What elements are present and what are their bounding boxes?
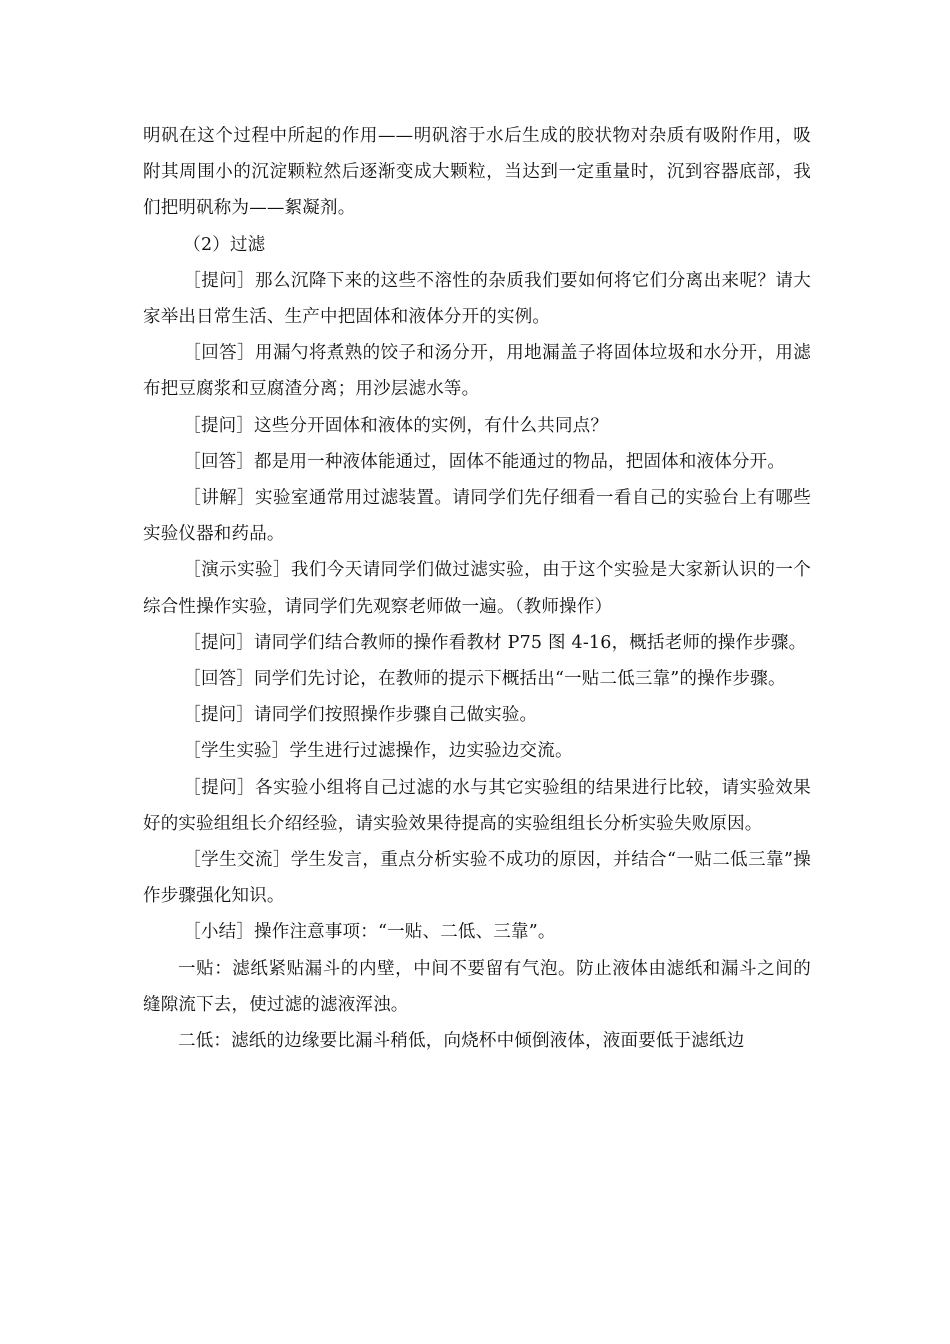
paragraph-question-separate: ［提问］那么沉降下来的这些不溶性的杂质我们要如何将它们分离出来呢？请大家举出日常生活、生产中把固体和液体分开的实例。 (143, 270, 811, 328)
paragraph-student-exchange: ［学生交流］学生发言，重点分析实验不成功的原因，并结合“一贴二低三靠”操作步骤强化知识。 (143, 850, 811, 907)
document-body (143, 118, 811, 1059)
paragraph-question-compare: ［提问］各实验小组将自己过滤的水与其它实验组的结果进行比较，请实验效果好的实验组组长介绍经验，请实验效果待提高的实验组组长分析实验失败原因。 (143, 777, 811, 834)
paragraph-question-steps: ［提问］请同学们结合教师的操作看教材 P75 图 4-16，概括老师的操作步骤。 (183, 632, 807, 653)
paragraph-answer-examples: ［回答］用漏勺将煮熟的饺子和汤分开，用地漏盖子将固体垃圾和水分开，用滤布把豆腐浆和豆腐渣分离；用沙层滤水等。 (143, 343, 811, 400)
paragraph-summary: ［小结］操作注意事项：“一贴、二低、三靠”。 (183, 922, 556, 943)
paragraph-answer-common: ［回答］都是用一种液体能通过，固体不能通过的物品，把固体和液体分开。 (183, 451, 786, 472)
paragraph-question-do-experiment: ［提问］请同学们按照操作步骤自己做实验。 (183, 705, 538, 726)
paragraph-question-common: ［提问］这些分开固体和液体的实例，有什么共同点？ (183, 415, 609, 436)
section-heading-filtration: （2）过滤 (183, 234, 266, 255)
paragraph-alum-role: 明矾在这个过程中所起的作用——明矾溶于水后生成的胶状物对杂质有吸附作用，吸附其周围小的沉淀颗粒然后逐渐变成大颗粒，当达到一定重量时，沉到容器底部，我们把明矾称为——絮凝剂。 (143, 126, 811, 219)
paragraph-explanation-device: ［讲解］实验室通常用过滤装置。请同学们先仔细看一看自己的实验台上有哪些实验仪器和药品。 (143, 488, 811, 545)
paragraph-demo-experiment: ［演示实验］我们今天请同学们做过滤实验，由于这个实验是大家新认识的一个综合性操作实验，请同学们先观察老师做一遍。（教师操作） (143, 560, 811, 617)
paragraph-answer-steps: ［回答］同学们先讨论，在教师的提示下概括出“一贴二低三靠”的操作步骤。 (183, 669, 786, 690)
paragraph-student-experiment: ［学生实验］学生进行过滤操作，边实验边交流。 (183, 741, 573, 762)
paragraph-one-stick: 一贴：滤纸紧贴漏斗的内壁，中间不要留有气泡。防止液体由滤纸和漏斗之间的缝隙流下去，使过滤的滤液浑浊。 (143, 958, 811, 1015)
paragraph-two-low: 二低：滤纸的边缘要比漏斗稍低，向烧杯中倾倒液体，液面要低于滤纸边 (178, 1031, 745, 1052)
